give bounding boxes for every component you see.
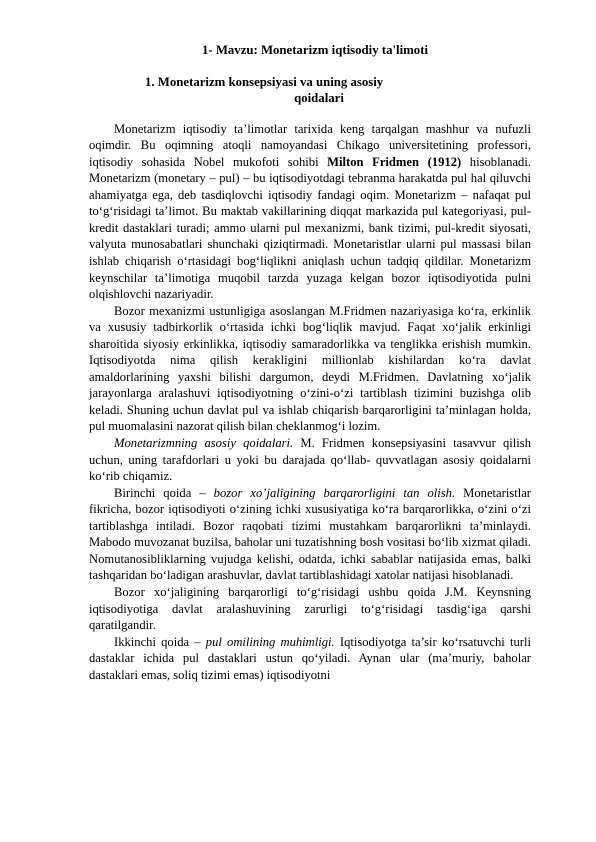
paragraph-4-italic: bozor xo’jaligining barqarorligini tan olish. (213, 485, 456, 500)
paragraph-1 (89, 121, 531, 303)
section-heading-line-2: qoidalari (294, 91, 344, 106)
paragraph-6-text-b: Iqtisodiyotga ta’sir ko‘rsatuvchi turli dastaklar ichida pul dastaklari ustun qo‘yiladi. Aynan ular (ma’muriy, baholar dastaklari emas, soliq tizimi emas) iqtisodiyotni (89, 634, 531, 682)
paragraph-4-text-b: Monetaristlar fikricha, bozor iqtisodiyoti o‘zining ichki xususiyatiga ko‘ra barqarorlikka, o‘zini o‘zi tartiblashga intiladi. Bozor raqobati tizimi mustahkam barqarorlikni ta’minlaydi. Mabodo muvozanat buzilsa, baholar uni tuzatishning bosh vositasi bo‘lib xizmat qiladi. Nomutanosibliklarning vujudga kelishi, odatda, ichki sabablar natijasida emas, balki tashqaridan bo‘ladigan arashuvlar, davlat tartiblashidagi xatolar natijasi hisoblanadi. (89, 485, 532, 583)
paragraph-6-italic: pul omilining muhimligi. (205, 634, 335, 649)
page-title: 1- Mavzu: Monetarizm iqtisodiy ta'limoti (201, 43, 429, 57)
paragraph-6-text-a: Ikkinchi qoida – (114, 634, 206, 649)
paragraph-4-text-a: Birinchi qoida – (114, 485, 214, 500)
paragraph-3-text: M. Fridmen konsepsiyasini tasavvur qilish uchun, uning tarafdorlari u yoki bu darajada qo‘llab- quvvatlagan asosiy qoidalarni ko‘rib chiqamiz. (89, 436, 531, 484)
paragraph-1-bold: Milton Fridmen (1912) (327, 154, 462, 169)
paragraph-6 (89, 634, 531, 684)
document-page (89, 42, 531, 683)
section-heading (89, 74, 531, 107)
paragraph-5: Bozor xo‘jaligining barqarorligi to‘g‘risidagi ushbu qoida J.M. Keynsning iqtisodiyotiga davlat aralashuvining zarurligi to‘g‘risidagi tasdig‘iga qarshi qaratilgandir. (89, 584, 531, 633)
section-heading-line-1: 1. Monetarizm konsepsiyasi va uning asosiy (145, 74, 384, 89)
paragraph-3-italic: Monetarizmning asosiy qoidalari. (114, 436, 294, 451)
paragraph-1-text-b: hisoblanadi. Monetarizm (monetary – pul) – bu iqtisodiyotdagi tebranma harakatda pul hal qiluvchi ahamiyatga ega, deb tasdiqlovchi iqtisodiy fandagi oqim. Monetarizm – nafaqat pul to‘g‘risidagi ta’limot. Bu maktab vakillarining diqqat markazida pul kategoriyasi, pul-kredit dastaklari turadi; ammo ularni pul mexanizmi, bank tizimi, pul-kredit siyosati, valyuta munosabatlari shunchaki qiziqtirmadi. Monetaristlar ularni pul massasi bilan ishlab chiqarish o‘rtasidagi bog‘liqlikni aniqlash uchun tadqiq qildilar. Monetarizm keynschilar ta’limotiga muqobil tarzda yuzaga kelgan bozor iqtisodiyotida pulni olqishlovchi nazariyadir. (89, 154, 531, 302)
paragraph-2: Bozor mexanizmi ustunligiga asoslangan M.Fridmen nazariyasiga ko‘ra, erkinlik va xususiy tadbirkorlik o‘rtasida ichki bog‘liqlik mavjud. Faqat xo‘jalik erkinligi sharoitida siyosiy erkinlikka, iqtisodiy samaradorlikka va tenglikka erishish mumkin. Iqtisodiyotda nima qilish kerakligini millionlab kishilardan ko‘ra davlat amaldorlarining yaxshi bilishi dargumon, deydi M.Fridmen. Davlatning xo‘jalik jarayonlarga aralashuvi iqtisodiyotning o‘zini-o‘zi tartiblash tizimini buzishga olib keladi. Shuning uchun davlat pul va ishlab chiqarish barqarorligini ta’minlagan holda, pul muomalasini nazorat qilish bilan cheklanmog‘i lozim. (89, 303, 531, 434)
paragraph-4 (89, 485, 531, 584)
paragraph-3 (89, 435, 531, 485)
paragraph-1-text-a: Monetarizm iqtisodiy ta’limotlar tarixida keng tarqalgan mashhur va nufuzli oqimdir. Bu oqimning atoqli namoyandasi Chikago universitetining professori, iqtisodiy sohasida Nobel mukofoti sohibi (89, 121, 531, 169)
